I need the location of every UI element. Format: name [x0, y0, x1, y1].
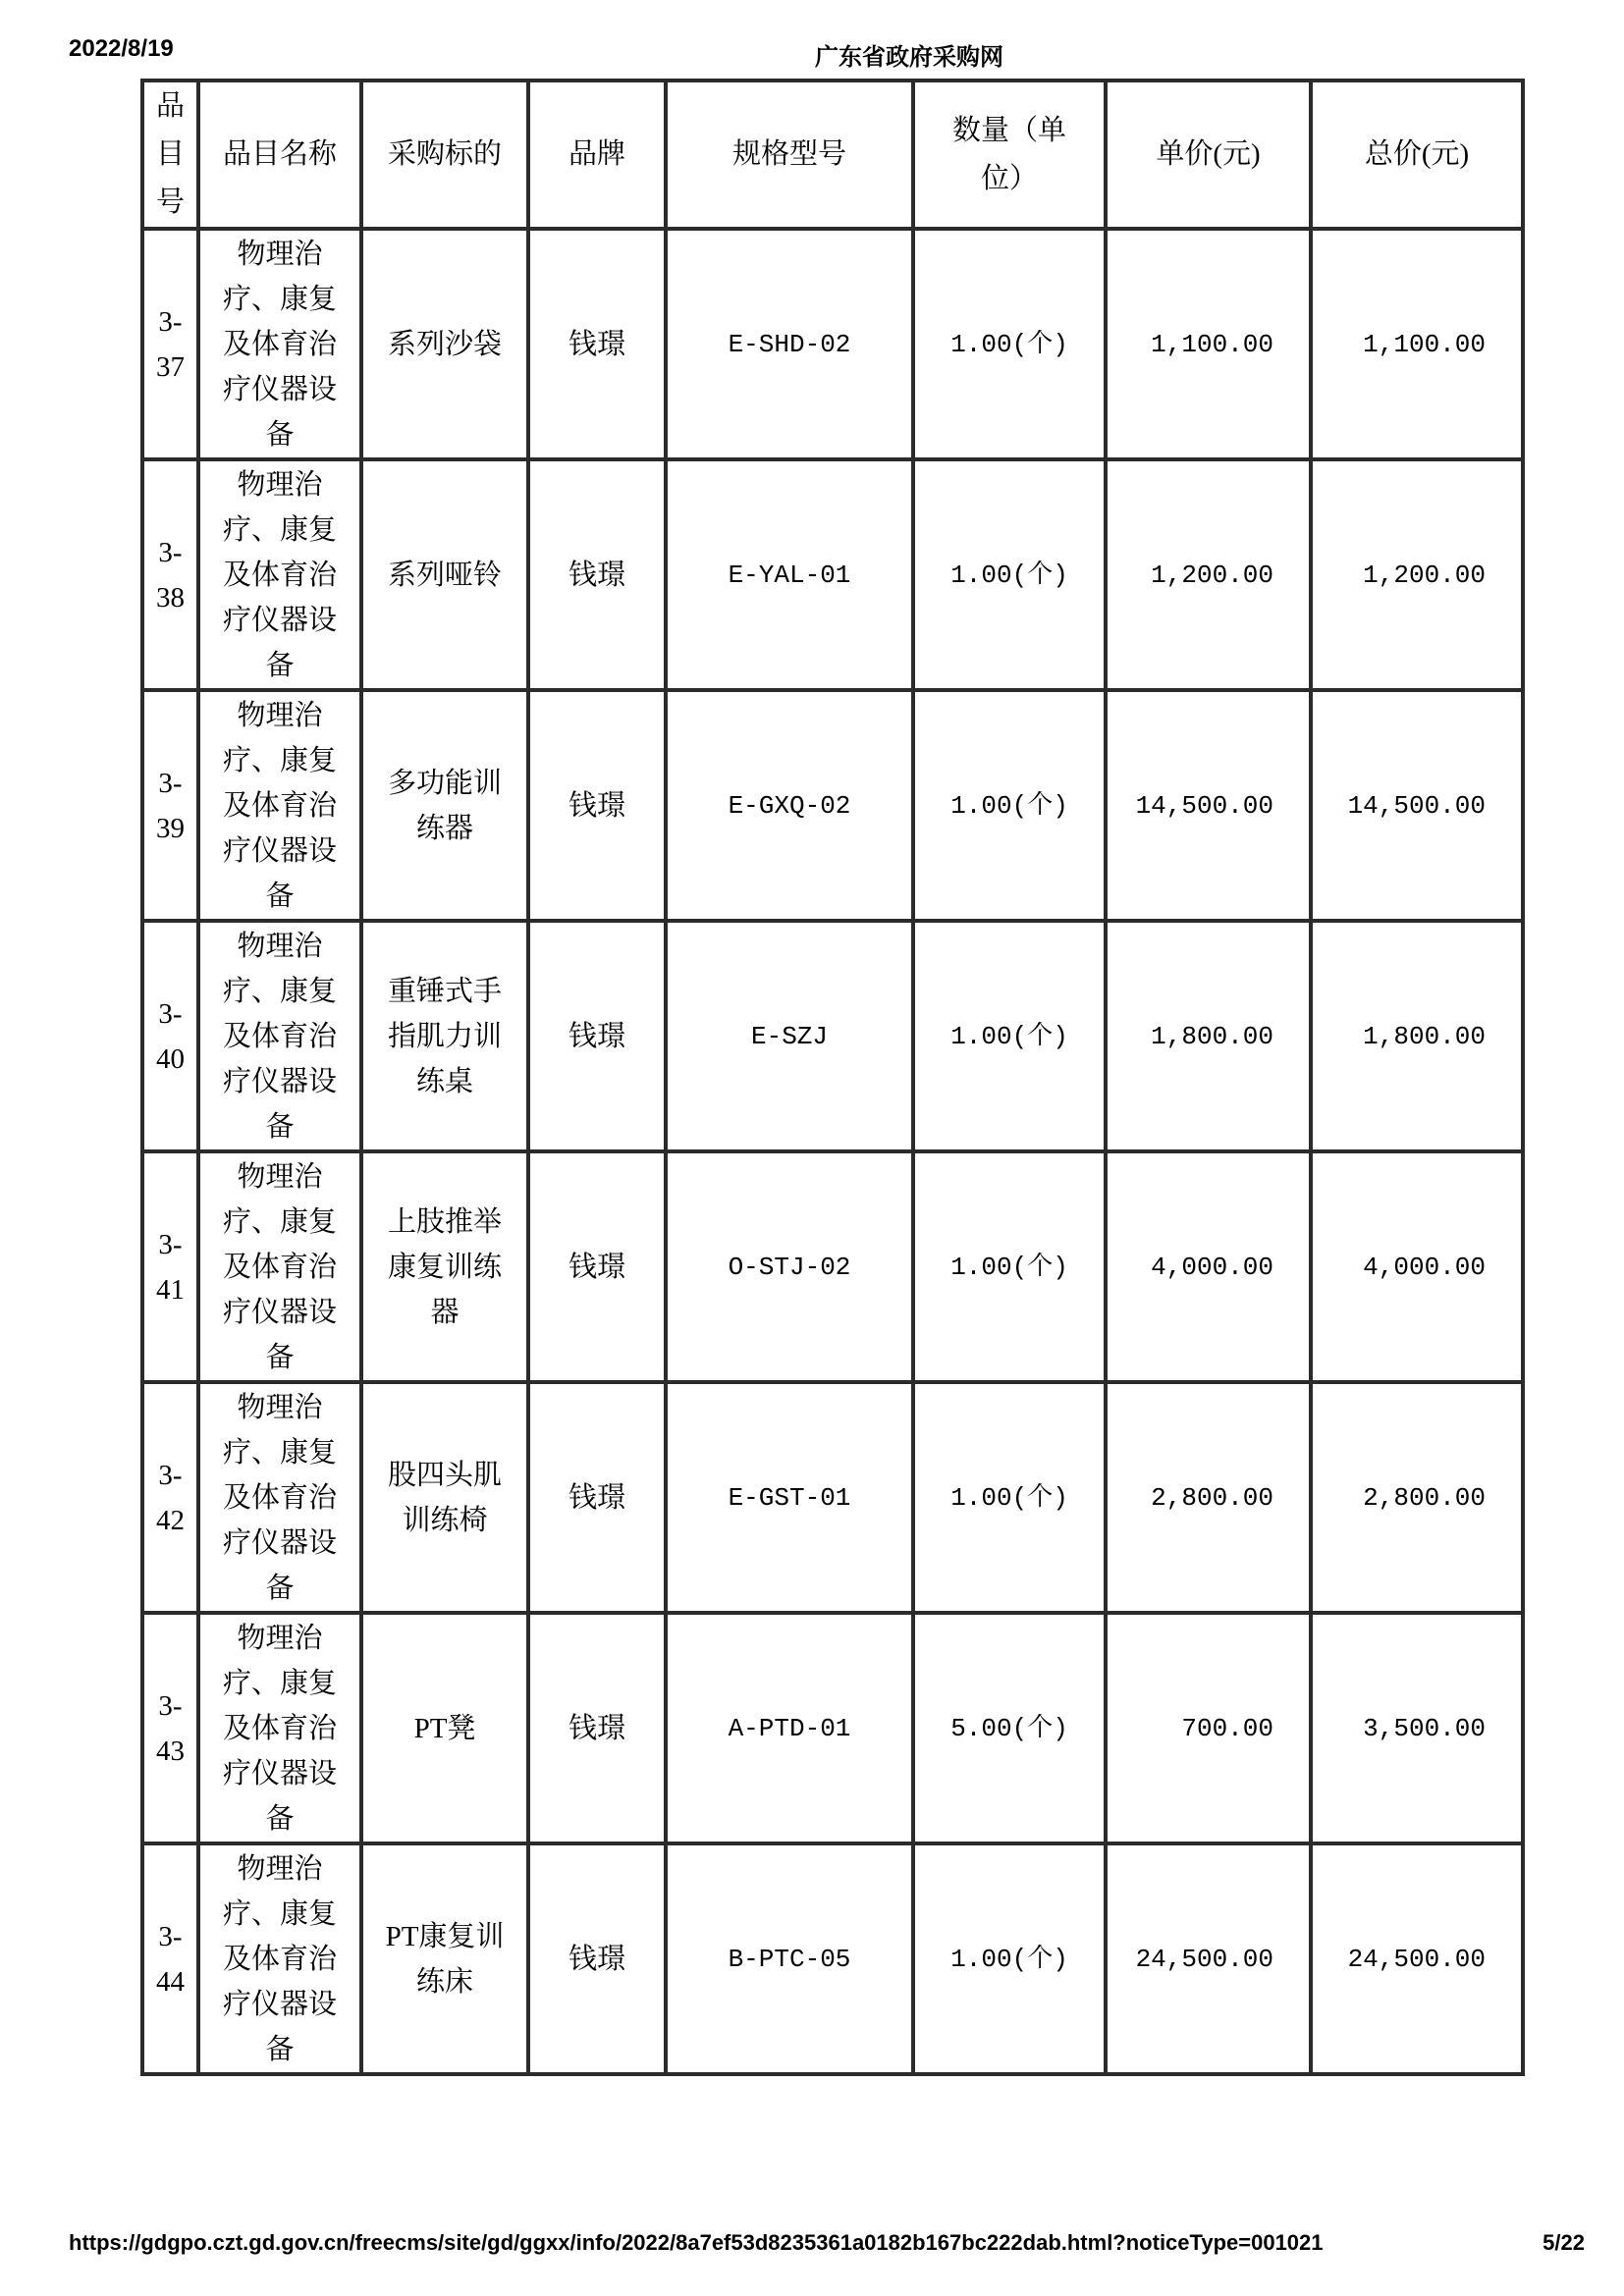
cell-quantity: 1.00(个) [913, 921, 1106, 1151]
cell-unit-price: 1,800.00 [1106, 921, 1311, 1151]
cell-target: 系列哑铃 [361, 459, 528, 690]
cell-unit-price: 700.00 [1106, 1613, 1311, 1843]
cell-item-name: 物理治疗、康复及体育治疗仪器设备 [198, 1151, 361, 1382]
cell-target: 系列沙袋 [361, 229, 528, 459]
cell-target: PT康复训练床 [361, 1843, 528, 2074]
cell-item-no: 3-37 [142, 229, 198, 459]
table-row [142, 1151, 1523, 1382]
cell-brand: 钱璟 [528, 690, 666, 921]
column-header-item-no: 品目号 [142, 80, 198, 229]
cell-quantity: 1.00(个) [913, 459, 1106, 690]
table-row [142, 1843, 1523, 2074]
table-row [142, 1382, 1523, 1613]
cell-model: A-PTD-01 [666, 1613, 913, 1843]
cell-unit-price: 1,200.00 [1106, 459, 1311, 690]
cell-target: 多功能训练器 [361, 690, 528, 921]
column-header-total-price: 总价(元) [1311, 80, 1523, 229]
cell-brand: 钱璟 [528, 1843, 666, 2074]
table-header-row [142, 80, 1523, 229]
table-row [142, 1613, 1523, 1843]
cell-item-name: 物理治疗、康复及体育治疗仪器设备 [198, 690, 361, 921]
table-row [142, 690, 1523, 921]
cell-brand: 钱璟 [528, 1382, 666, 1613]
table-row [142, 229, 1523, 459]
cell-total-price: 4,000.00 [1311, 1151, 1523, 1382]
cell-total-price: 1,200.00 [1311, 459, 1523, 690]
cell-item-no: 3-39 [142, 690, 198, 921]
print-footer-url: https://gdgpo.czt.gd.gov.cn/freecms/site/gd/ggxx/info/2022/8a7ef53d8235361a0182b167bc222dab.html?noticeType=001021 [69, 2230, 1324, 2255]
table-row [142, 459, 1523, 690]
cell-total-price: 2,800.00 [1311, 1382, 1523, 1613]
cell-quantity: 1.00(个) [913, 690, 1106, 921]
cell-item-no: 3-43 [142, 1613, 198, 1843]
column-header-unit-price: 单价(元) [1106, 80, 1311, 229]
column-header-item-name: 品目名称 [198, 80, 361, 229]
cell-item-no: 3-40 [142, 921, 198, 1151]
column-header-model: 规格型号 [666, 80, 913, 229]
column-header-target: 采购标的 [361, 80, 528, 229]
cell-item-no: 3-42 [142, 1382, 198, 1613]
column-header-quantity: 数量（单位） [913, 80, 1106, 229]
cell-brand: 钱璟 [528, 459, 666, 690]
cell-unit-price: 2,800.00 [1106, 1382, 1311, 1613]
cell-total-price: 24,500.00 [1311, 1843, 1523, 2074]
print-header-date: 2022/8/19 [69, 35, 174, 62]
cell-total-price: 1,800.00 [1311, 921, 1523, 1151]
cell-item-no: 3-38 [142, 459, 198, 690]
cell-brand: 钱璟 [528, 921, 666, 1151]
cell-unit-price: 14,500.00 [1106, 690, 1311, 921]
cell-quantity: 1.00(个) [913, 1151, 1106, 1382]
cell-item-name: 物理治疗、康复及体育治疗仪器设备 [198, 229, 361, 459]
cell-item-name: 物理治疗、康复及体育治疗仪器设备 [198, 459, 361, 690]
cell-brand: 钱璟 [528, 229, 666, 459]
cell-model: O-STJ-02 [666, 1151, 913, 1382]
table-row [142, 921, 1523, 1151]
procurement-items-table [140, 79, 1525, 2076]
cell-unit-price: 1,100.00 [1106, 229, 1311, 459]
cell-total-price: 3,500.00 [1311, 1613, 1523, 1843]
cell-target: PT凳 [361, 1613, 528, 1843]
cell-model: E-GST-01 [666, 1382, 913, 1613]
cell-model: B-PTC-05 [666, 1843, 913, 2074]
cell-unit-price: 24,500.00 [1106, 1843, 1311, 2074]
cell-quantity: 5.00(个) [913, 1613, 1106, 1843]
cell-target: 上肢推举康复训练器 [361, 1151, 528, 1382]
cell-item-no: 3-44 [142, 1843, 198, 2074]
cell-model: E-SZJ [666, 921, 913, 1151]
cell-brand: 钱璟 [528, 1151, 666, 1382]
cell-brand: 钱璟 [528, 1613, 666, 1843]
cell-item-name: 物理治疗、康复及体育治疗仪器设备 [198, 1613, 361, 1843]
cell-quantity: 1.00(个) [913, 1382, 1106, 1613]
cell-target: 重锤式手指肌力训练桌 [361, 921, 528, 1151]
cell-item-name: 物理治疗、康复及体育治疗仪器设备 [198, 1382, 361, 1613]
print-footer-page-number: 5/22 [1543, 2230, 1585, 2255]
cell-total-price: 1,100.00 [1311, 229, 1523, 459]
cell-total-price: 14,500.00 [1311, 690, 1523, 921]
cell-item-name: 物理治疗、康复及体育治疗仪器设备 [198, 921, 361, 1151]
cell-quantity: 1.00(个) [913, 1843, 1106, 2074]
print-header-site-title: 广东省政府采购网 [815, 44, 1003, 71]
cell-target: 股四头肌训练椅 [361, 1382, 528, 1613]
cell-item-no: 3-41 [142, 1151, 198, 1382]
cell-quantity: 1.00(个) [913, 229, 1106, 459]
cell-model: E-YAL-01 [666, 459, 913, 690]
cell-item-name: 物理治疗、康复及体育治疗仪器设备 [198, 1843, 361, 2074]
cell-model: E-SHD-02 [666, 229, 913, 459]
column-header-brand: 品牌 [528, 80, 666, 229]
cell-unit-price: 4,000.00 [1106, 1151, 1311, 1382]
cell-model: E-GXQ-02 [666, 690, 913, 921]
